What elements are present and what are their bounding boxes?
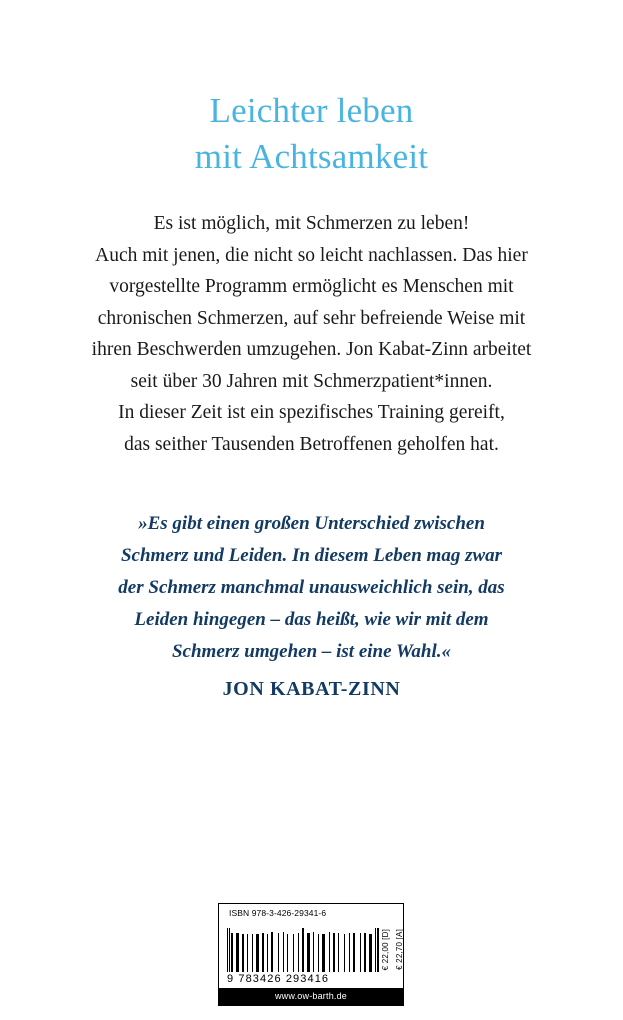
quote-author: JON KABAT-ZINN <box>222 678 401 700</box>
barcode-digits: 9 783426 293416 <box>227 973 330 985</box>
quote-line: Schmerz umgehen – ist eine Wahl.« <box>171 640 452 662</box>
blurb-text <box>56 208 567 461</box>
page-title <box>0 88 623 180</box>
price-at: € 22,70 [A] <box>395 929 404 970</box>
blurb-line: Auch mit jenen, die nicht so leicht nachlassen. Das hier <box>95 244 528 266</box>
blurb-line: das seither Tausenden Betroffenen geholfen hat. <box>124 434 499 456</box>
blurb-line: Es ist möglich, mit Schmerzen zu leben! <box>153 213 470 234</box>
blurb-line: vorgestellte Programm ermöglicht es Menschen mit <box>109 276 514 298</box>
publisher-url: www.ow-barth.de <box>219 988 403 1005</box>
quote-line: der Schmerz manchmal unausweichlich sein, das <box>118 576 505 598</box>
blurb-line: ihren Beschwerden umzugehen. Jon Kabat-Zinn arbeitet <box>91 339 532 361</box>
pull-quote <box>86 508 537 668</box>
quote-line: Schmerz und Leiden. In diesem Leben mag zwar <box>120 544 503 566</box>
blurb-line: chronischen Schmerzen, auf sehr befreiende Weise mit <box>97 307 526 329</box>
price-column-2 <box>394 929 406 972</box>
blurb-line: seit über 30 Jahren mit Schmerzpatient*innen. <box>130 370 493 392</box>
barcode-main <box>219 920 403 972</box>
price-de: € 22,00 [D] <box>381 928 390 970</box>
quote-line: »Es gibt einen großen Unterschied zwischen <box>138 513 485 534</box>
isbn-text: ISBN 978-3-426-29341-6 <box>229 908 327 918</box>
barcode-bars-icon <box>227 928 380 972</box>
price-column <box>380 929 392 972</box>
quote-line: Leiden hingegen – das heißt, wie wir mit dem <box>134 608 489 630</box>
title-line-2: mit Achtsamkeit <box>194 137 429 177</box>
blurb-line: In dieser Zeit ist ein spezifisches Training gereift, <box>118 402 505 424</box>
title-line-1: Leichter leben <box>209 91 414 130</box>
barcode-block <box>218 903 404 1006</box>
